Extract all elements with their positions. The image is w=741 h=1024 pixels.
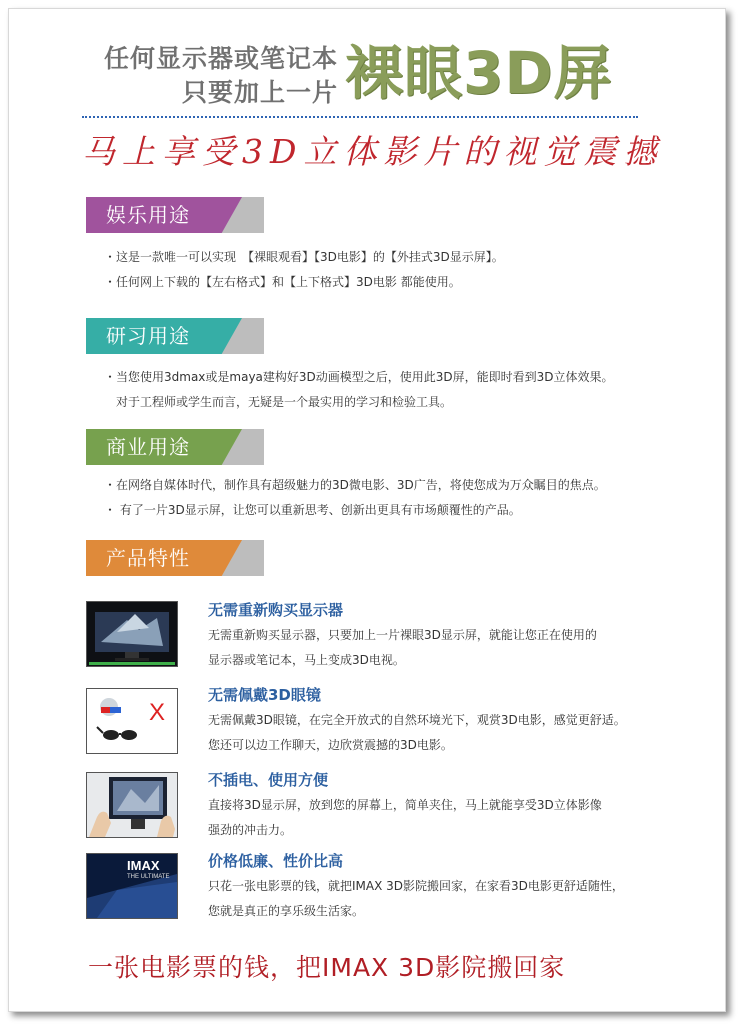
bullet-item: ・ 有了一片3D显示屏，让您可以重新思考、创新出更具有市场颠覆性的产品。 bbox=[104, 503, 521, 517]
feature-desc-line: 无需佩戴3D眼镜，在完全开放式的自然环境光下，观赏3D电影，感觉更舒适。 bbox=[208, 713, 626, 727]
imax-logo-text: IMAX bbox=[127, 858, 160, 873]
cross-mark: X bbox=[149, 699, 166, 726]
section-bullets-research bbox=[104, 365, 694, 415]
feature-desc bbox=[208, 708, 688, 758]
feature-desc bbox=[208, 874, 688, 924]
section-title: 商业用途 bbox=[106, 435, 190, 459]
feature-desc-line: 只花一张电影票的钱，就把IMAX 3D影院搬回家，在家看3D电影更舒适随性， bbox=[208, 879, 624, 893]
feature-desc-line: 您就是真正的享乐级生活家。 bbox=[208, 904, 365, 918]
feature-desc-line: 无需重新购买显示器，只要加上一片裸眼3D显示屏，就能让您正在使用的 bbox=[208, 628, 597, 642]
bullet-item: ・当您使用3dmax或是maya建构好3D动画模型之后，使用此3D屏，能即时看到3D立体效果。 bbox=[104, 370, 614, 384]
feature-title: 无需重新购买显示器 bbox=[208, 601, 344, 619]
feature-title: 无需佩戴3D眼镜 bbox=[208, 686, 321, 704]
feature-desc-line: 您还可以边工作聊天，边欣赏震撼的3D电影。 bbox=[208, 738, 453, 752]
bullet-item: ・这是一款唯一可以实现 【裸眼观看】【3D电影】的【外挂式3D显示屏】。 bbox=[104, 250, 504, 264]
feature-title: 价格低廉、性价比高 bbox=[208, 852, 344, 870]
section-header-research bbox=[86, 318, 264, 354]
section-bullets-entertainment bbox=[104, 245, 694, 295]
dotted-divider bbox=[82, 116, 638, 118]
feature-desc bbox=[208, 623, 688, 673]
imax-logo-sub: THE ULTIMATE bbox=[127, 874, 170, 880]
footer-slogan: 一张电影票的钱，把IMAX 3D影院搬回家 bbox=[88, 953, 566, 982]
feature-desc bbox=[208, 793, 688, 843]
headline-line-1: 任何显示器或笔记本 bbox=[103, 44, 338, 73]
section-bullets-business bbox=[104, 473, 694, 523]
monitor-3d-image bbox=[86, 601, 178, 667]
section-header-features bbox=[86, 540, 264, 576]
section-header-business bbox=[86, 429, 264, 465]
3d-glasses-image bbox=[86, 688, 178, 754]
feature-desc-line: 直接将3D显示屏，放到您的屏幕上，简单夹住，马上就能享受3D立体影像 bbox=[208, 798, 602, 812]
tagline: 马上享受3D立体影片的视觉震撼 bbox=[82, 132, 664, 171]
feature-title: 不插电、使用方便 bbox=[208, 771, 329, 789]
headline-product: 裸眼3D屏 bbox=[345, 39, 613, 107]
bullet-item: ・在网络自媒体时代，制作具有超级魅力的3D微电影、3D广告，将使您成为万众瞩目的焦点。 bbox=[104, 478, 606, 492]
feature-desc-line: 强劲的冲击力。 bbox=[208, 823, 293, 837]
feature-desc-line: 显示器或笔记本，马上变成3D电视。 bbox=[208, 653, 405, 667]
section-title: 研习用途 bbox=[106, 324, 190, 348]
hands-screen-image bbox=[86, 772, 178, 838]
bullet-item: 对于工程师或学生而言，无疑是一个最实用的学习和检验工具。 bbox=[104, 395, 453, 409]
headline-prefix bbox=[78, 42, 338, 110]
headline-line-2: 只要加上一片 bbox=[181, 78, 338, 107]
bullet-item: ・任何网上下载的【左右格式】和【上下格式】3D电影 都能使用。 bbox=[104, 275, 461, 289]
section-title: 娱乐用途 bbox=[106, 203, 190, 227]
section-header-entertainment bbox=[86, 197, 264, 233]
section-title: 产品特性 bbox=[106, 546, 190, 570]
imax-logo-image bbox=[86, 853, 178, 919]
